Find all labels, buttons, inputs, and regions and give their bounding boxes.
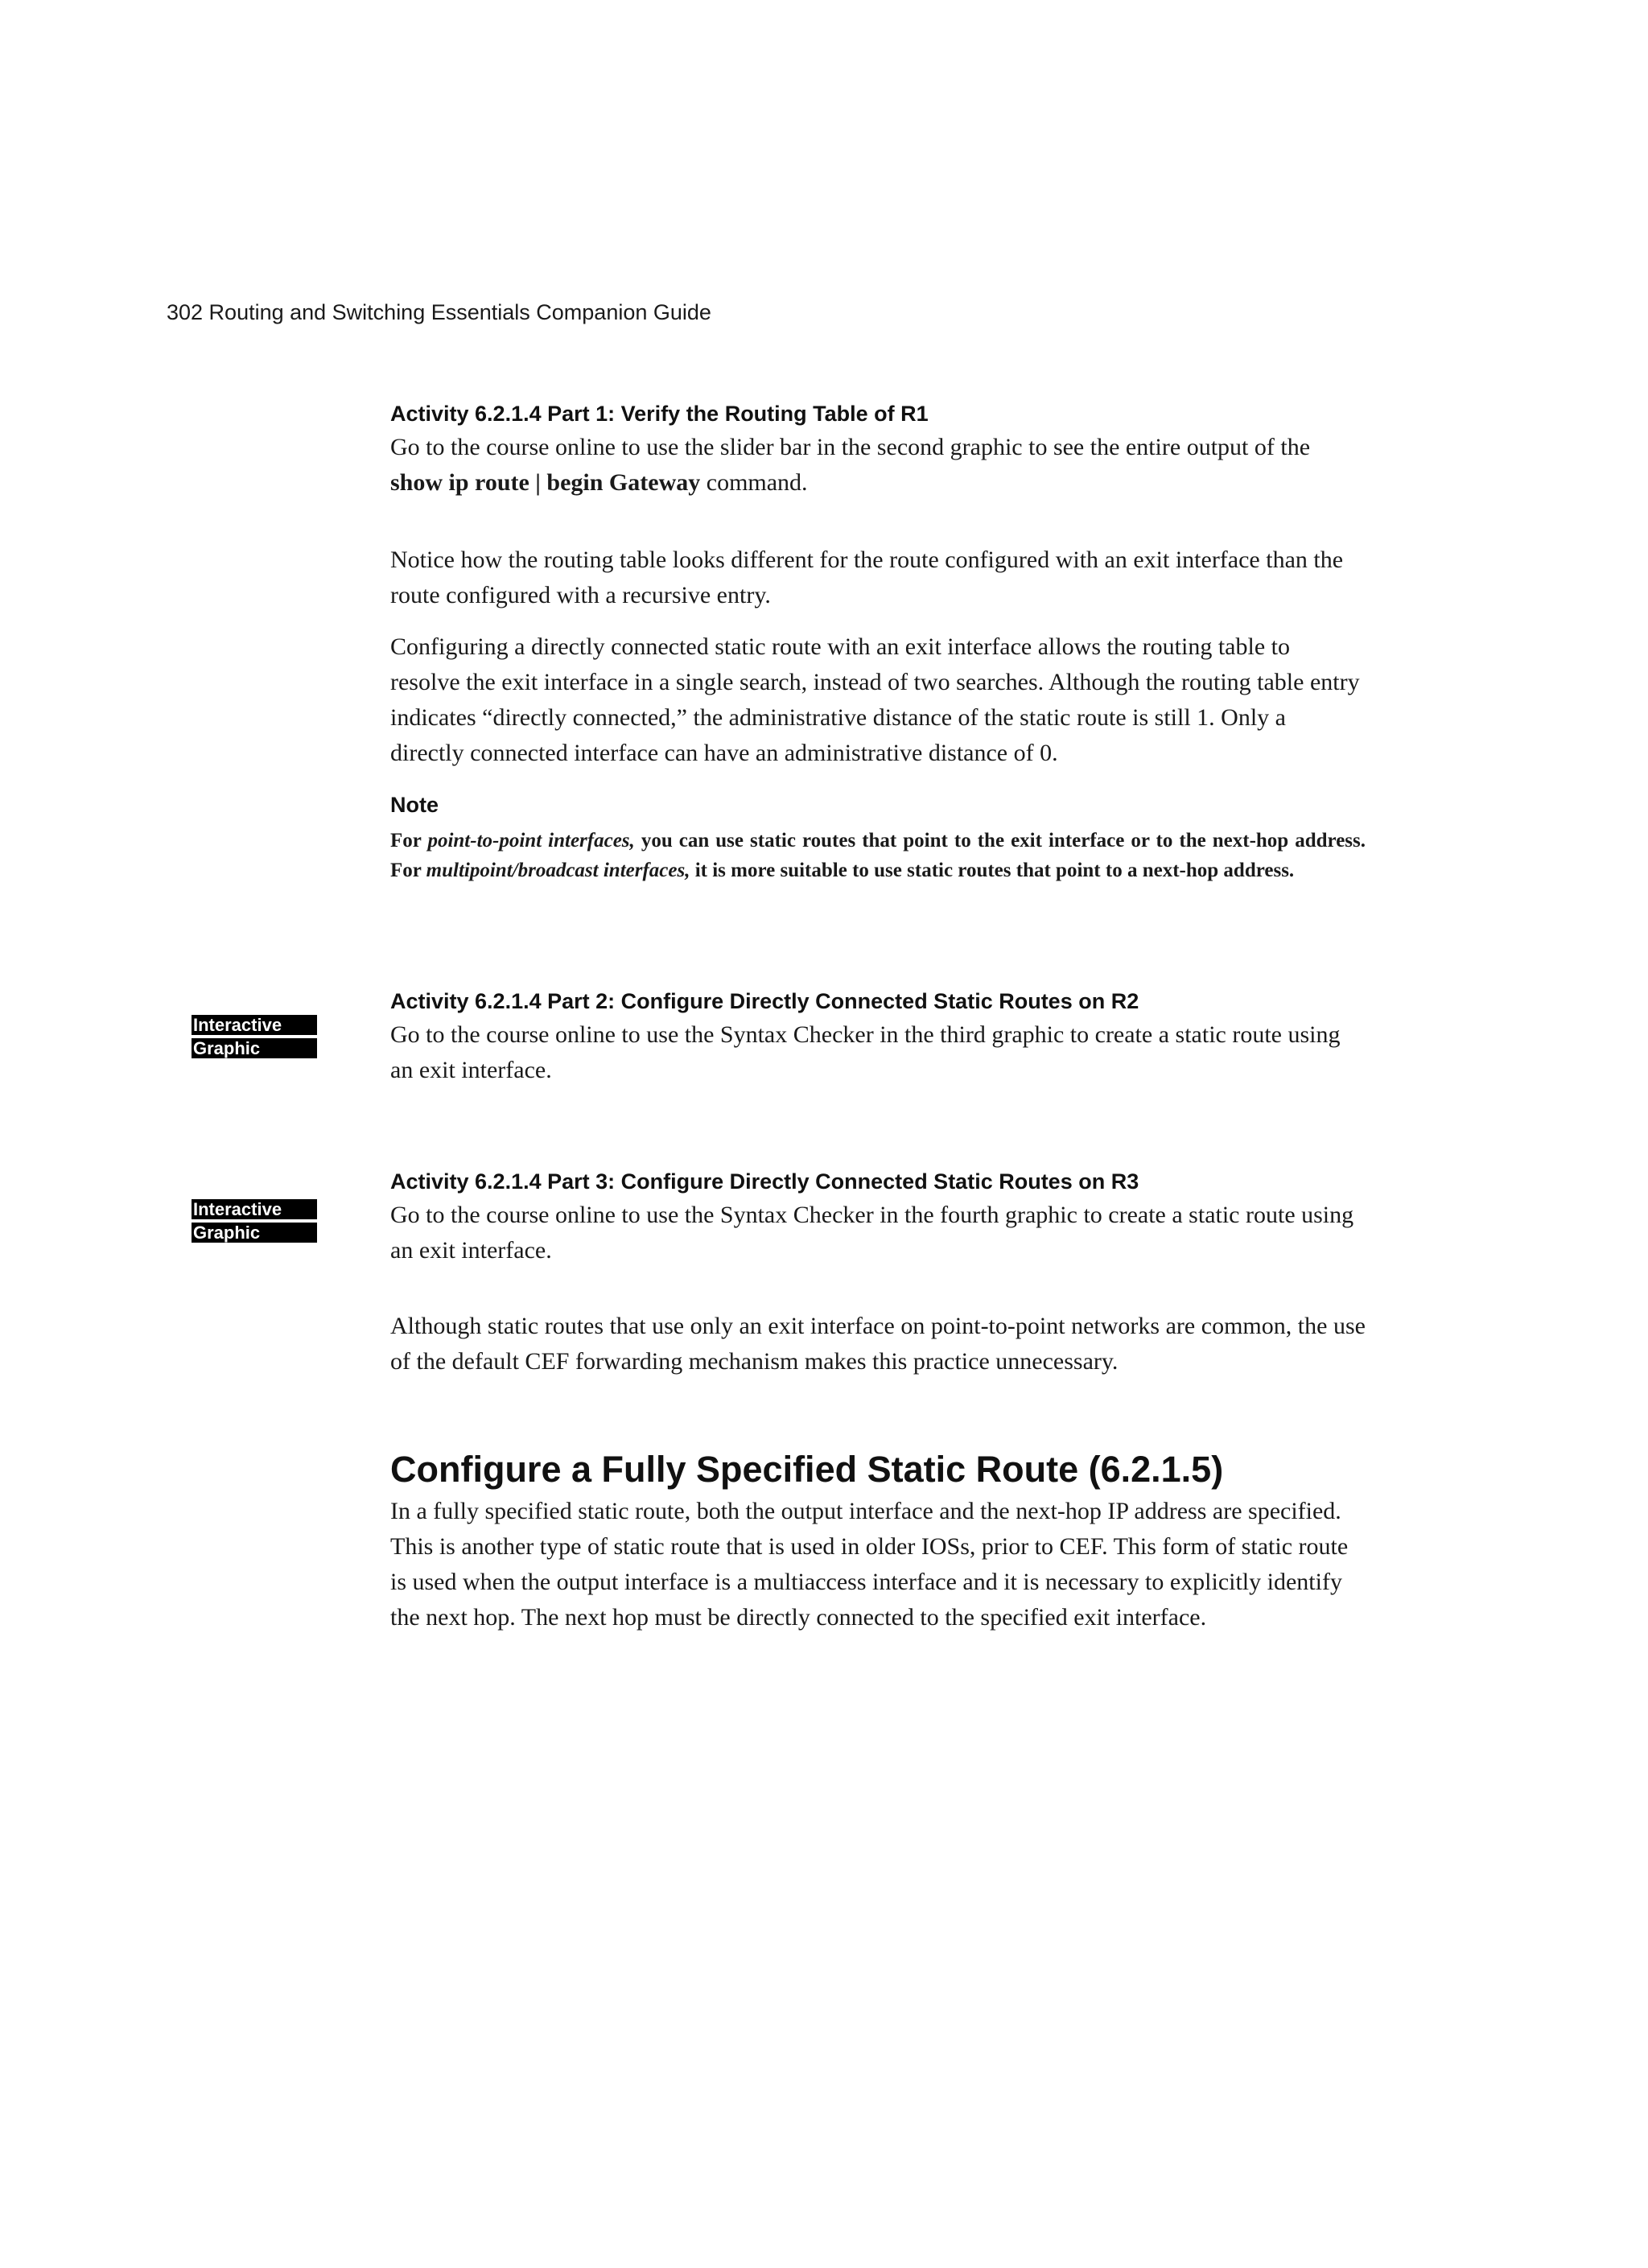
- section-heading: Configure a Fully Specified Static Route (6.2.1.5): [390, 1449, 1224, 1490]
- activity-part2: [390, 987, 1366, 1088]
- configuring-paragraph: Configuring a directly connected static route with an exit interface allows the routing table to resolve the exit interface in a single search, instead of two searches. Although the routing table entry indicates “directly connected,” the administrative distance of the static route is still 1. Only a directly connected interface can have an administrative distance of 0.: [390, 633, 1360, 766]
- activity-part3-text: Go to the course online to use the Syntax Checker in the fourth graphic to create a static route using an exit interface.: [390, 1202, 1354, 1264]
- activity-part3: [390, 1167, 1366, 1268]
- activity-part2-title: Activity 6.2.1.4 Part 2: Configure Directly Connected Static Routes on R2: [390, 989, 1139, 1013]
- running-head: 302 Routing and Switching Essentials Companion Guide: [167, 300, 711, 324]
- activity-part1-text: [390, 430, 1366, 501]
- notice-paragraph: Notice how the routing table looks different for the route configured with an exit interface than the route configured with a recursive entry.: [390, 546, 1344, 608]
- section-paragraph: In a fully specified static route, both the output interface and the next-hop IP address are specified. This is another type of static route that is used in older IOSs, prior to CEF. This form of static route is used when the output interface is a multiaccess interface and it is necessary to explicitly identify the next hop. The next hop must be directly connected to the specified exit interface.: [390, 1498, 1349, 1631]
- activity-part1-title: Activity 6.2.1.4 Part 1: Verify the Routing Table of R1: [390, 402, 929, 426]
- note-text: [390, 826, 1366, 885]
- note-label: Note: [390, 793, 439, 817]
- interactive-graphic-tag-line1: Interactive: [192, 1015, 317, 1035]
- interactive-graphic-tag-line2: Graphic: [192, 1038, 317, 1058]
- interactive-graphic-tag-line1: Interactive: [192, 1199, 317, 1219]
- note-term-point-to-point: point-to-point interfaces,: [427, 830, 635, 852]
- note-box: [390, 790, 1366, 885]
- note-text-part3: it is more suitable to use static routes that point to a next-hop address.: [690, 860, 1295, 881]
- activity-part2-text: Go to the course online to use the Syntax Checker in the third graphic to create a static route using an exit interface.: [390, 1021, 1341, 1083]
- activity-part3-title: Activity 6.2.1.4 Part 3: Configure Directly Connected Static Routes on R3: [390, 1169, 1139, 1194]
- activity-part1-text-after: command.: [700, 469, 808, 496]
- activity-part1: [390, 399, 1366, 501]
- fully-specified-section: [390, 1447, 1366, 1635]
- note-term-multipoint: multipoint/broadcast interfaces,: [426, 860, 690, 881]
- activity-part1-text-before: Go to the course online to use the slider bar in the second graphic to see the entire output of the: [390, 434, 1311, 460]
- configuring-paragraph-block: [390, 629, 1366, 771]
- interactive-graphic-tag: [192, 1015, 317, 1062]
- note-text-part2: you can use static routes that point to the exit interface or to the next-hop address. For: [390, 830, 1366, 881]
- interactive-graphic-tag-line2: Graphic: [192, 1223, 317, 1243]
- note-text-part1: For: [390, 830, 428, 852]
- notice-paragraph-block: [390, 542, 1366, 613]
- although-paragraph-block: [390, 1309, 1366, 1379]
- interactive-graphic-tag: [192, 1199, 317, 1246]
- show-ip-route-command: show ip route | begin Gateway: [390, 469, 701, 496]
- although-paragraph: Although static routes that use only an exit interface on point-to-point networks are common, the use of the default CEF forwarding mechanism makes this practice unnecessary.: [390, 1313, 1366, 1375]
